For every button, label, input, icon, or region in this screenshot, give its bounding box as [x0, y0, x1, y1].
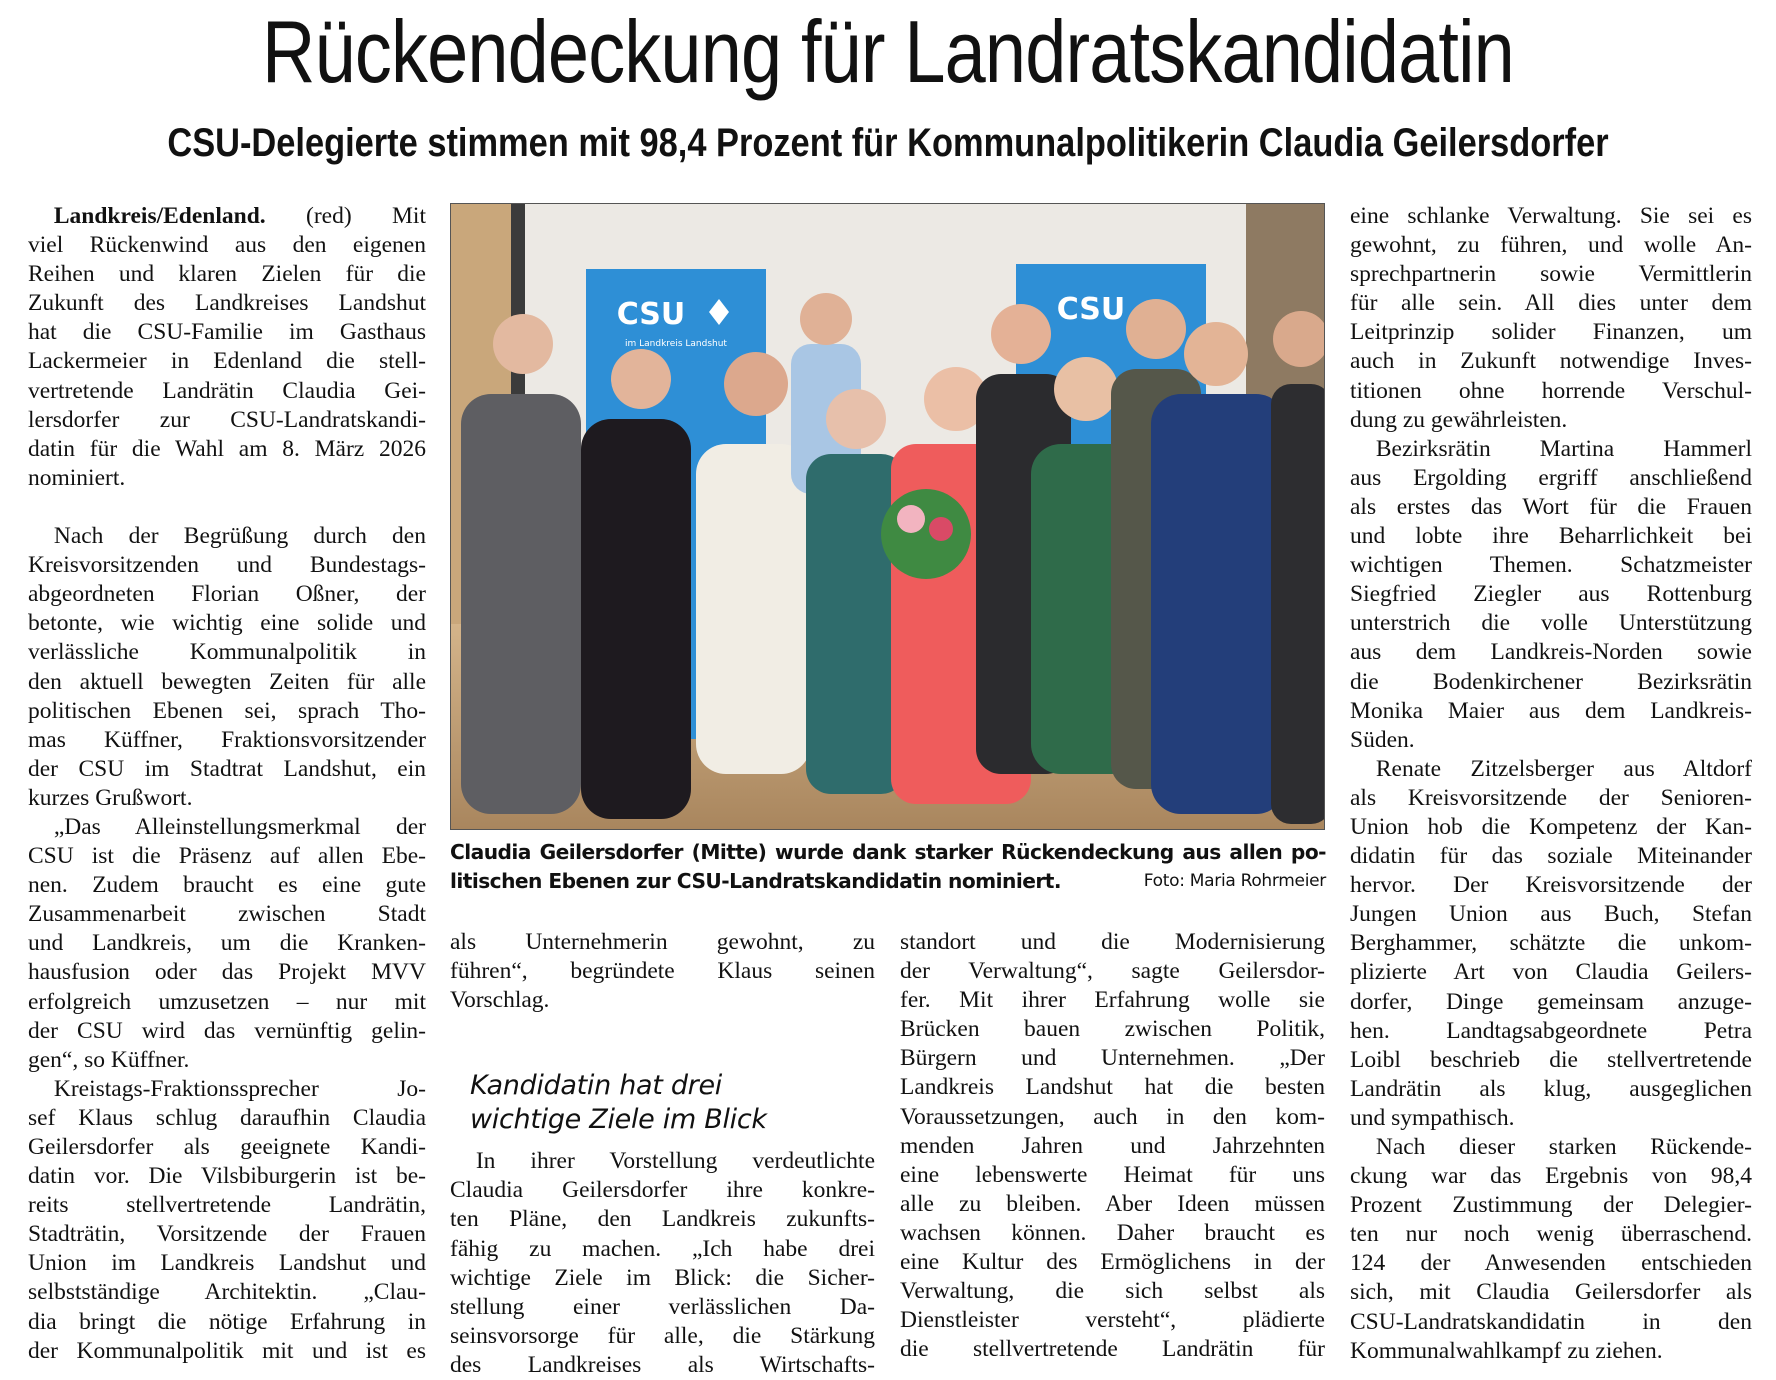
- text-line: sich, mit Claudia Geilersdorfer als: [1350, 1279, 1752, 1306]
- text-line: Geilersdorfer als geeignete Kandi-: [28, 1134, 426, 1160]
- text-line: Claudia Geilersdorfer ihre konkre-: [450, 1177, 875, 1204]
- text-line: Monika Maier aus dem Landkreis-: [1350, 697, 1752, 724]
- text-line: der CSU wird das vernünftig gelin-: [28, 1017, 426, 1044]
- text-line: wichtigen Themen. Schatzmeister: [1350, 552, 1752, 579]
- text-line: fer. Mit ihrer Erfahrung wolle sie: [900, 987, 1325, 1014]
- photo-credit: Foto: Maria Rohrmeier: [1143, 871, 1326, 891]
- text-line: abgeordneten Florian Oßner, der: [28, 581, 426, 608]
- article-column-3: [900, 928, 1325, 1364]
- section-subheading: Kandidatin hat drei wichtige Ziele im Blick: [470, 1070, 767, 1136]
- text-line: „Das Alleinstellungsmerkmal der: [53, 813, 426, 840]
- text-line: eine Kultur des Ermöglichens in der: [900, 1249, 1325, 1276]
- text-line: gewohnt, zu führen, und wolle An-: [1350, 232, 1752, 259]
- text-line: dung zu gewährleisten.: [1350, 406, 1568, 433]
- person-2: [581, 419, 691, 819]
- text-line: hen. Landtagsabgeordnete Petra: [1350, 1017, 1752, 1044]
- text-line: viel Rückenwind aus den eigenen: [28, 232, 426, 259]
- text-line: Vorschlag.: [450, 987, 550, 1014]
- flower-bouquet: [881, 489, 971, 579]
- text-line: Siegfried Ziegler aus Rottenburg: [1350, 581, 1752, 608]
- text-line: Leitprinzip solider Finanzen, um: [1350, 319, 1752, 346]
- text-line: Nach der Begrüßung durch den: [53, 523, 426, 550]
- csu-logo-right: CSU: [1056, 292, 1126, 327]
- article-column-1: [28, 202, 426, 1366]
- article-column-2: [450, 928, 875, 1380]
- text-line: auch in Zukunft notwendige Inves-: [1350, 348, 1752, 375]
- text-line: und sympathisch.: [1350, 1104, 1515, 1131]
- text-line: für alle sein. All dies unter dem: [1350, 290, 1752, 317]
- text-line: Landrätin als klug, ausgeglichen: [1350, 1075, 1752, 1102]
- text-line: seinsvorsorge für alle, die Stärkung: [450, 1322, 875, 1349]
- text-line: Union hob die Kompetenz der Kan-: [1350, 813, 1752, 840]
- text-line: unterstrich die volle Unterstützung: [1350, 610, 1752, 637]
- photo-caption: [450, 838, 1326, 896]
- text-line: als erstes das Wort für die Frauen: [1350, 493, 1752, 520]
- text-line: Renate Zitzelsberger aus Altdorf: [1375, 755, 1752, 782]
- text-line: Brücken bauen zwischen Politik,: [900, 1016, 1325, 1043]
- text-line: führen“, begründete Klaus seinen: [450, 958, 875, 985]
- text-line: Süden.: [1350, 726, 1415, 753]
- text-line: Reihen und klaren Zielen für die: [28, 261, 426, 288]
- subheadline: CSU-Delegierte stimmen mit 98,4 Prozent für Kommunalpolitikerin Claudia Geilersdorfer: [167, 121, 1609, 165]
- text-line: dia bringt die nötige Erfahrung in: [28, 1308, 426, 1335]
- text-line: verlässliche Kommunalpolitik in: [28, 639, 426, 666]
- text-line: aus dem Landkreis-Norden sowie: [1350, 639, 1752, 666]
- text-line: Landkreis Landshut hat die besten: [900, 1074, 1325, 1101]
- text-line: des Landkreises als Wirtschafts-: [450, 1351, 875, 1378]
- text-line: Voraussetzungen, auch in den kom-: [900, 1103, 1325, 1130]
- text-line: wichtige Ziele im Blick: die Sicher-: [450, 1264, 875, 1291]
- text-line: eine lebenswerte Heimat für uns: [900, 1161, 1325, 1188]
- text-line: hat die CSU-Familie im Gasthaus: [28, 319, 426, 346]
- text-line: gen“, so Küffner.: [28, 1046, 190, 1073]
- text-line: Bürgern und Unternehmen. „Der: [900, 1045, 1325, 1072]
- group-photo-illustration: [451, 204, 1324, 829]
- text-line: fähig zu machen. „Ich habe drei: [450, 1235, 875, 1262]
- text-line: Zukunft des Landkreises Landshut: [28, 290, 426, 317]
- text-line: selbstständige Architektin. „Clau-: [28, 1279, 426, 1306]
- text-line: kurzes Grußwort.: [28, 784, 193, 811]
- text-line: erfolgreich umzusetzen – nur mit: [28, 988, 426, 1015]
- text-line: ten Pläne, den Landkreis zukunfts-: [450, 1206, 875, 1233]
- blank-line: [28, 493, 426, 522]
- caption-line: Claudia Geilersdorfer (Mitte) wurde dank starker Rückendeckung aus allen po-: [450, 840, 1326, 864]
- text-line: Union im Landkreis Landshut und: [28, 1250, 426, 1277]
- text-line: datin vor. Die Vilsbiburgerin ist be-: [28, 1163, 426, 1190]
- article-column-4: [1350, 202, 1752, 1366]
- text-line: die stellvertretende Landrätin für: [900, 1336, 1325, 1363]
- text-line: nen. Zudem braucht es eine gute: [28, 872, 426, 899]
- text-line: Lackermeier in Edenland die stell-: [28, 348, 426, 375]
- text-line: lersdorfer zur CSU-Landratskandi-: [28, 406, 426, 433]
- text-line: Zusammenarbeit zwischen Stadt: [28, 901, 426, 928]
- text-line: der Kommunalpolitik mit und ist es: [28, 1337, 426, 1364]
- text-line: und lobte ihre Beharrlichkeit bei: [1350, 523, 1752, 550]
- csu-banner-tagline: im Landkreis Landshut: [625, 339, 727, 349]
- text-line: 124 der Anwesenden entschieden: [1350, 1250, 1752, 1277]
- text-line: politischen Ebenen sei, sprach Tho-: [28, 697, 426, 724]
- text-line: den aktuell bewegten Zeiten für alle: [28, 668, 426, 695]
- text-line: hausfusion oder das Projekt MVV: [28, 959, 426, 986]
- person-11: [1271, 384, 1324, 824]
- text-line: mas Küffner, Fraktionsvorsitzender: [28, 726, 426, 753]
- text-line: Kommunalwahlkampf zu ziehen.: [1350, 1337, 1663, 1364]
- text-line: reits stellvertretende Landrätin,: [28, 1192, 426, 1219]
- text-line: aus Ergolding ergriff anschließend: [1350, 464, 1752, 491]
- text-line: der Verwaltung“, sagte Geilersdor-: [900, 958, 1325, 985]
- text-line: sef Klaus schlug daraufhin Claudia: [28, 1104, 426, 1131]
- caption-line: litischen Ebenen zur CSU-Landratskandidatin nominiert.: [450, 869, 1061, 893]
- text-line: wachsen können. Daher braucht es: [900, 1219, 1325, 1246]
- text-line: Bezirksrätin Martina Hammerl: [1375, 435, 1752, 462]
- text-line: In ihrer Vorstellung verdeutlichte: [475, 1148, 875, 1175]
- text-line: plizierte Art von Claudia Geilers-: [1350, 959, 1752, 986]
- text-line: dorfer, Dinge gemeinsam anzuge-: [1350, 988, 1752, 1015]
- text-line: als Kreisvorsitzende der Senioren-: [1350, 784, 1752, 811]
- person-1: [461, 394, 581, 814]
- text-line: stellung einer verlässlichen Da-: [450, 1293, 875, 1320]
- text-line: und Landkreis, um die Kranken-: [28, 930, 426, 957]
- text-line: die Bodenkirchener Bezirksrätin: [1350, 668, 1752, 695]
- text-line: standort und die Modernisierung: [900, 929, 1325, 955]
- text-line: ckung war das Ergebnis von 98,4: [1350, 1163, 1752, 1190]
- text-line: sprechpartnerin sowie Vermittlerin: [1350, 261, 1752, 288]
- text-line: Kreistags-Fraktionssprecher Jo-: [53, 1075, 426, 1102]
- dateline: Landkreis/Edenland.: [53, 203, 266, 229]
- text-line: Landkreis/Edenland. (red) Mit: [53, 203, 426, 229]
- headline: Rückendeckung für Landratskandidatin: [262, 2, 1514, 101]
- text-line: menden Jahren und Jahrzehnten: [900, 1132, 1325, 1159]
- text-line: CSU ist die Präsenz auf allen Ebe-: [28, 843, 426, 870]
- text-line: titionen ohne horrende Verschul-: [1350, 377, 1752, 404]
- text-line: Loibl beschrieb die stellvertretende: [1350, 1046, 1752, 1073]
- text-line: Jungen Union aus Buch, Stefan: [1350, 901, 1752, 928]
- csu-logo-left: CSU: [616, 297, 686, 332]
- text-line: didatin für das soziale Miteinander: [1350, 843, 1752, 870]
- text-line: Kreisvorsitzenden und Bundestags-: [28, 552, 426, 579]
- text-line: nominiert.: [28, 464, 126, 491]
- person-10: [1151, 394, 1286, 814]
- text-line: vertretende Landrätin Claudia Gei-: [28, 377, 426, 404]
- group-photo: [450, 203, 1325, 830]
- text-line: Dienstleister versteht“, plädierte: [900, 1307, 1325, 1334]
- text-line: Prozent Zustimmung der Delegier-: [1350, 1192, 1752, 1219]
- text-line: hervor. Der Kreisvorsitzende der: [1350, 872, 1752, 899]
- text-line: Berghammer, schätzte die unkom-: [1350, 930, 1752, 957]
- text-line: CSU-Landratskandidatin in den: [1350, 1308, 1752, 1335]
- text-line: der CSU im Stadtrat Landshut, ein: [28, 755, 426, 782]
- text-line: als Unternehmerin gewohnt, zu: [450, 929, 875, 955]
- text-line: eine schlanke Verwaltung. Sie sei es: [1350, 203, 1752, 229]
- text-line: betonte, wie wichtig eine solide und: [28, 610, 426, 637]
- text-line: Verwaltung, die sich selbst als: [900, 1278, 1325, 1305]
- text-line: ten nur noch wenig überraschend.: [1350, 1221, 1752, 1248]
- text-line: datin für die Wahl am 8. März 2026: [28, 435, 426, 462]
- text-line: alle zu bleiben. Aber Ideen müssen: [900, 1190, 1325, 1217]
- text-line: Stadträtin, Vorsitzende der Frauen: [28, 1221, 426, 1248]
- person-3: [696, 444, 811, 774]
- text-line: Nach dieser starken Rückende-: [1375, 1134, 1752, 1160]
